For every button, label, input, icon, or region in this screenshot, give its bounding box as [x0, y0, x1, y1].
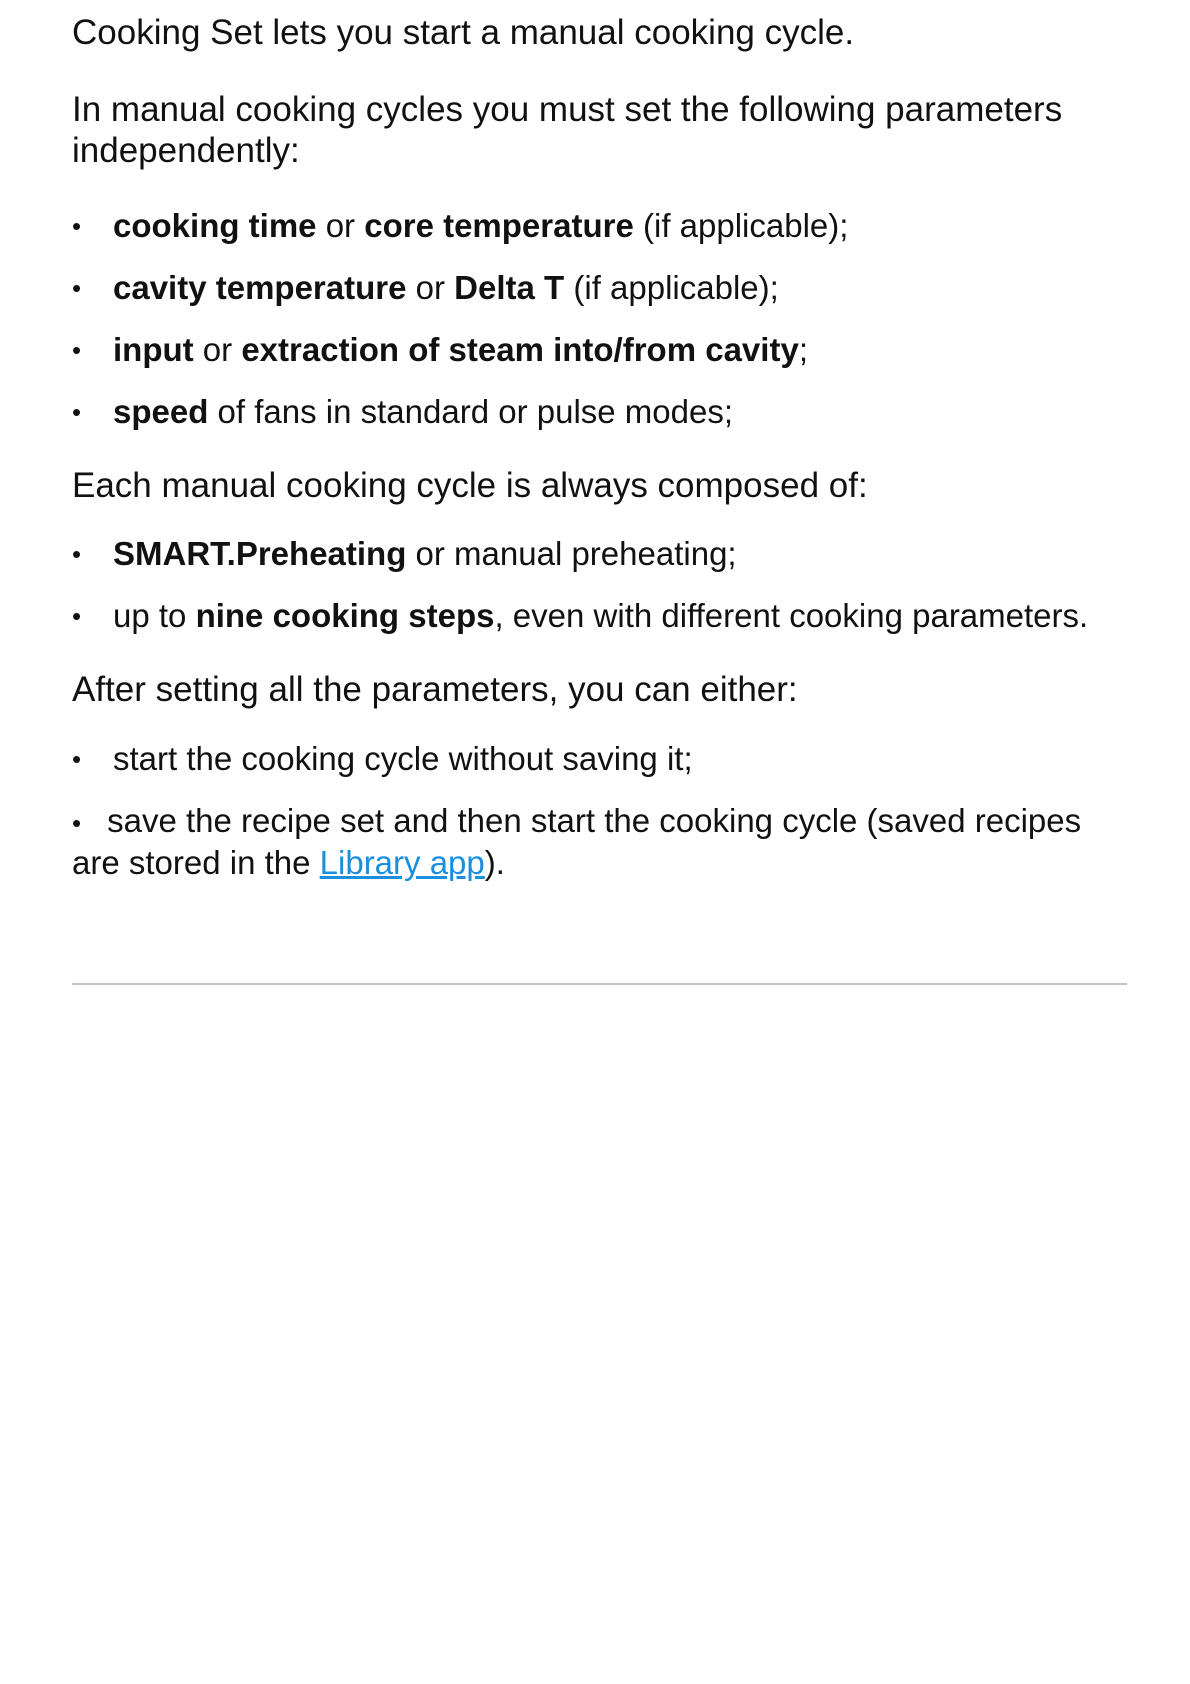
- list-item: [72, 596, 1132, 636]
- bold-term: speed: [113, 393, 209, 430]
- list-text: start the cooking cycle without saving it;: [113, 740, 693, 777]
- bold-term: input: [113, 331, 194, 368]
- list-item: [72, 801, 1132, 883]
- bold-term: core temperature: [364, 207, 634, 244]
- list-text: (if applicable);: [633, 207, 849, 244]
- library-app-link[interactable]: Library app: [319, 844, 485, 881]
- bold-term: Delta T: [454, 269, 565, 306]
- list-text: or: [193, 331, 242, 368]
- list-text: or: [406, 269, 455, 306]
- bold-term: extraction of steam into/from cavity: [241, 331, 799, 368]
- list-item: [72, 206, 1132, 246]
- list-text: , even with different cooking parameters.: [494, 597, 1089, 634]
- bullet-icon: •: [72, 601, 82, 631]
- bold-term: cavity temperature: [113, 269, 407, 306]
- bold-term: cooking time: [113, 207, 317, 244]
- bullet-icon: •: [72, 273, 82, 303]
- list-item: [72, 739, 1132, 779]
- composed-intro-paragraph: Each manual cooking cycle is always composed of:: [72, 466, 868, 505]
- list-item: [72, 330, 1132, 370]
- bullet-icon: •: [72, 808, 82, 838]
- horizontal-divider: [72, 983, 1127, 985]
- params-list: [72, 206, 1132, 432]
- bold-term: nine cooking steps: [195, 597, 495, 634]
- params-intro-paragraph: In manual cooking cycles you must set the following parameters independently:: [72, 90, 1063, 170]
- bullet-icon: •: [72, 211, 82, 241]
- list-item: [72, 268, 1132, 308]
- list-text: of fans in standard or pulse modes;: [208, 393, 734, 430]
- bold-term: SMART.Preheating: [113, 535, 407, 572]
- bullet-icon: •: [72, 744, 82, 774]
- list-text: save the recipe set and then start the cooking cycle (saved recipes are stored in the: [72, 802, 1082, 881]
- list-text: or: [316, 207, 365, 244]
- bullet-icon: •: [72, 539, 82, 569]
- list-text: ).: [484, 844, 505, 881]
- after-intro-paragraph: After setting all the parameters, you can either:: [72, 670, 798, 709]
- list-text: up to: [113, 597, 196, 634]
- bullet-icon: •: [72, 335, 82, 365]
- list-item: [72, 534, 1132, 574]
- list-text: or manual preheating;: [406, 535, 737, 572]
- intro-paragraph: Cooking Set lets you start a manual cooking cycle.: [72, 13, 855, 52]
- after-list: [72, 739, 1132, 779]
- document-body: [72, 12, 1132, 883]
- bullet-icon: •: [72, 397, 82, 427]
- list-text: ;: [798, 331, 808, 368]
- composed-list: [72, 534, 1132, 636]
- list-text: (if applicable);: [564, 269, 779, 306]
- list-item: [72, 392, 1132, 432]
